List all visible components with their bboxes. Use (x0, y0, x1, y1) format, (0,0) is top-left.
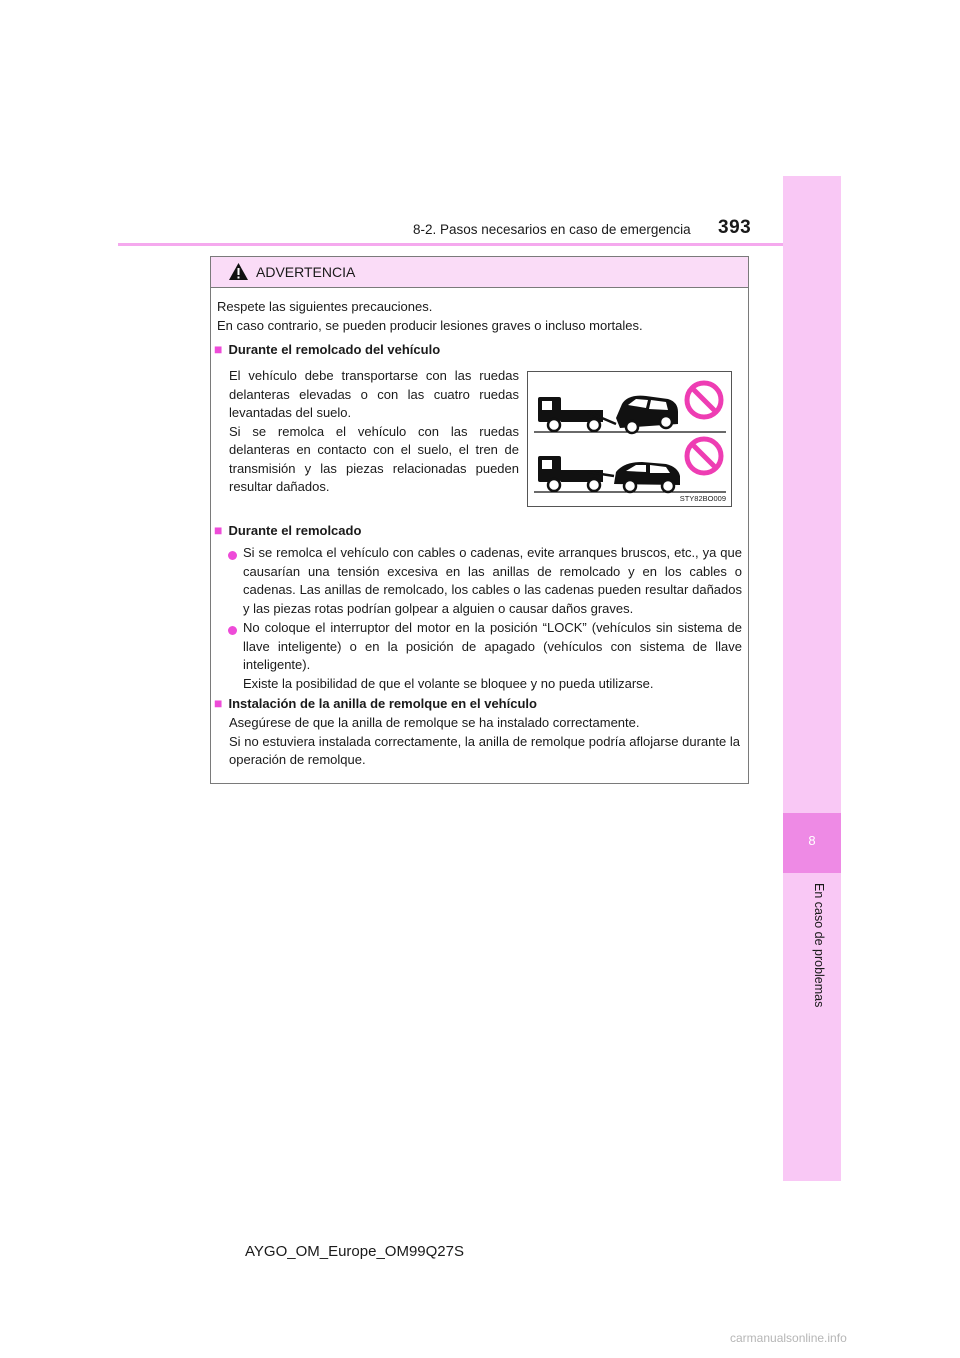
bullet-text (243, 619, 742, 693)
bullet-text: Si se remolca el vehículo con cables o cadenas, evite arranques bruscos, etc., ya que causarían una tensión excesiva en las anillas de remolcado y en los cables o cadenas. Las anillas de remolcado, los cables o las cadenas pueden resultar dañados y las piezas rotas podrían golpear a alguien o causar daños graves. (243, 545, 742, 616)
chapter-side-tab (783, 176, 841, 1181)
illustration-code: STY82BO009 (679, 494, 726, 503)
tow-truck-illustration (528, 372, 731, 506)
dot-bullet-icon (228, 626, 237, 635)
warning-triangle-icon (228, 262, 249, 281)
section-heading (214, 521, 734, 541)
paragraph: El vehículo debe transportarse con las ruedas delanteras elevadas o con las cuatro ruedas levantadas del suelo. (229, 368, 519, 420)
towing-illustration (527, 371, 732, 507)
section-title: 8-2. Pasos necesarios en caso de emergencia (413, 222, 691, 237)
warning-header (211, 257, 748, 288)
warning-intro (217, 298, 742, 335)
page-number: 393 (718, 217, 752, 238)
section-paragraphs (229, 714, 740, 770)
section-heading-text: Instalación de la anilla de remolque en el vehículo (228, 696, 537, 711)
section-heading (214, 694, 739, 714)
paragraph: Si no estuviera instalada correctamente, la anilla de remolque podría aflojarse durante la operación de remolque. (229, 733, 740, 767)
bullet-line: Existe la posibilidad de que el volante se bloquee y no pueda utilizarse. (243, 675, 654, 691)
square-bullet-icon: ■ (214, 522, 223, 538)
square-bullet-icon: ■ (214, 341, 223, 357)
paragraph: Asegúrese de que la anilla de remolque se ha instalado correctamente. (229, 715, 640, 730)
chapter-label: En caso de problemas (812, 883, 826, 1008)
square-bullet-icon: ■ (214, 695, 223, 711)
bullet-line: No coloque el interruptor del motor en la posición “LOCK” (vehículos sin sistema de llave inteligente) o en la posición de apagado (vehículos con sistema de llave inteligente). (243, 620, 742, 672)
chapter-number: 8 (808, 833, 816, 848)
watermark: carmanualsonline.info (730, 1331, 847, 1345)
paragraph: Si se remolca el vehículo con las ruedas delanteras en contacto con el suelo, el tren de transmisión y las piezas relacionadas pueden resultar dañados. (229, 423, 519, 494)
section-paragraphs (229, 367, 519, 497)
intro-line: Respete las siguientes precauciones. (217, 299, 433, 314)
section-heading-text: Durante el remolcado (228, 523, 362, 538)
intro-line: En caso contrario, se pueden producir lesiones graves o incluso mortales. (217, 317, 643, 333)
warning-title: ADVERTENCIA (256, 264, 356, 280)
section-heading (214, 340, 734, 360)
header-rule (118, 243, 840, 246)
section-heading-text: Durante el remolcado del vehículo (228, 342, 441, 357)
dot-bullet-icon (228, 551, 237, 560)
manual-id: AYGO_OM_Europe_OM99Q27S (245, 1243, 464, 1260)
